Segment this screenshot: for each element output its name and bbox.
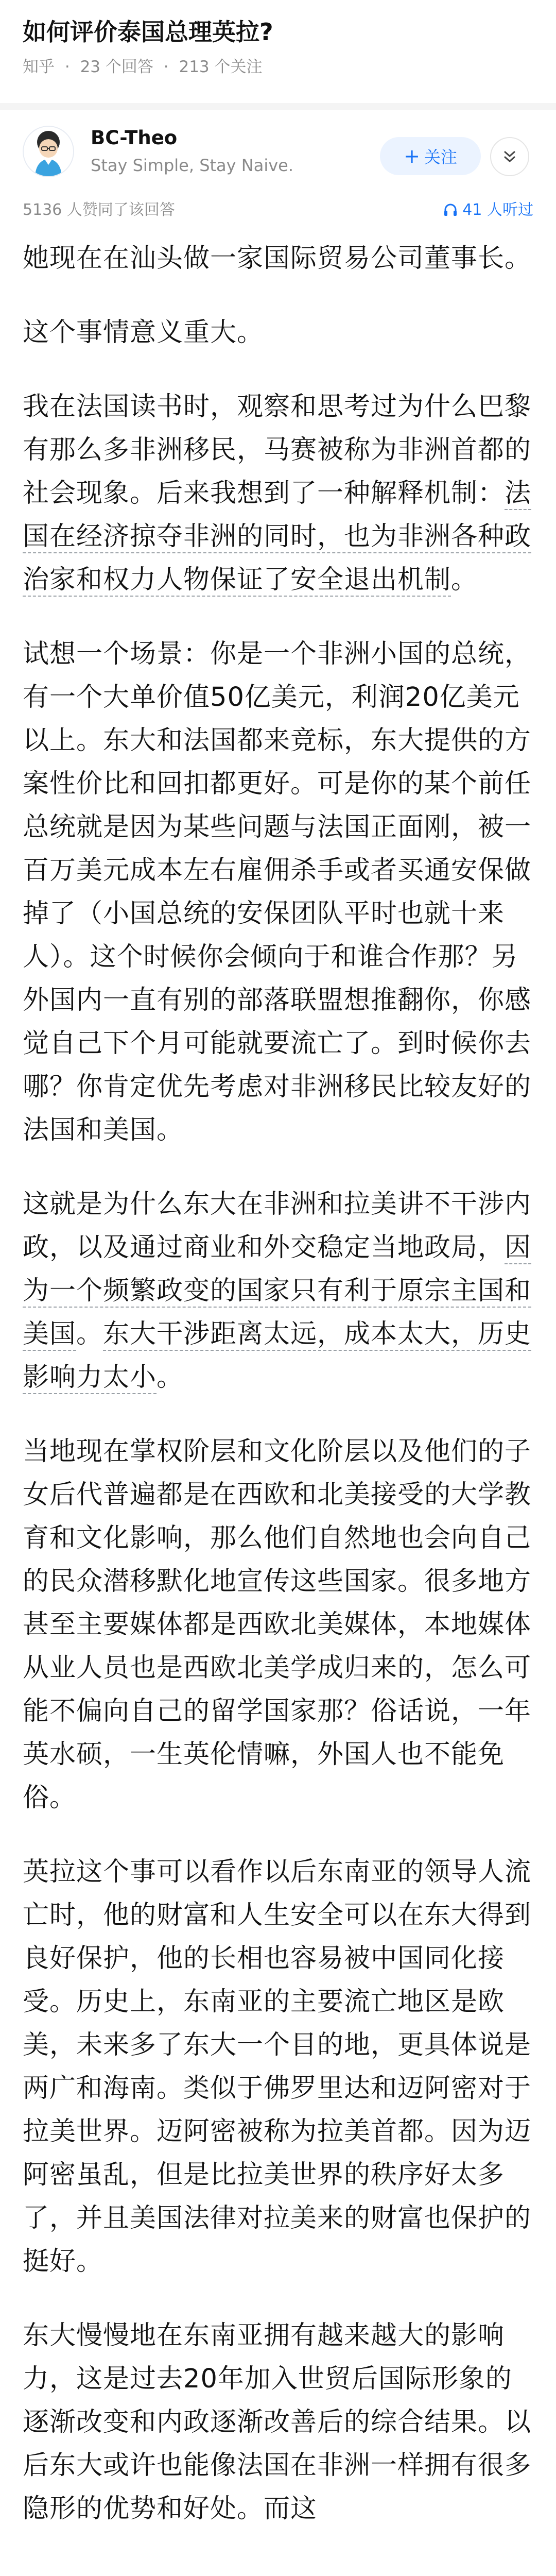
author-name[interactable]: BC-Theo bbox=[91, 127, 178, 149]
paragraph-text: 。 bbox=[76, 1319, 103, 1349]
highlighted-text[interactable]: 因为一个频繁政变的国家只有利于原宗主国和美国 bbox=[23, 1232, 532, 1349]
collapse-button[interactable] bbox=[490, 137, 529, 176]
paragraph-text: 这就是为什么东大在非洲和拉美讲不干涉内政，以及通过商业和外交稳定当地政局， bbox=[23, 1189, 532, 1263]
section-divider bbox=[0, 103, 556, 110]
paragraph-text: 我在法国读书时，观察和思考过为什么巴黎有那么多非洲移民，马赛被称为非洲首都的社会现象。后来我想到了一种解释机制： bbox=[23, 392, 532, 509]
highlighted-text[interactable]: 法国在经济掠夺非洲的同时，也为非洲各种政治家和权力人物保证了安全退出机制 bbox=[23, 478, 532, 595]
separator-dot: · bbox=[163, 58, 169, 76]
plus-icon: + bbox=[404, 145, 420, 167]
answer-paragraph: 英拉这个事可以看作以后东南亚的领导人流亡时，他的财富和人生安全可以在东大得到良好保护，他的长相也容易被中国同化接受。历史上，东南亚的主要流亡地区是欧美，未来多了东大一个目的地，更具体说是两广和海南。类似于佛罗里达和迈阿密对于拉美世界。迈阿密被称为拉美首都。因为迈阿密虽乱，但是比拉美世界的秩序好太多了，并且美国法律对拉美来的财富也保护的挺好。 bbox=[23, 1857, 532, 2277]
question-title[interactable]: 如何评价泰国总理英拉? bbox=[23, 18, 273, 46]
highlighted-text[interactable]: 东大干涉距离太远，成本太大，历史影响力太小 bbox=[23, 1319, 532, 1393]
paragraph-text: 。 bbox=[451, 565, 478, 595]
answer-paragraph: 这个事情意义重大。 bbox=[23, 317, 264, 348]
follow-button-label: 关注 bbox=[424, 147, 457, 167]
answer-stats bbox=[0, 198, 556, 226]
listen-button[interactable] bbox=[443, 200, 533, 221]
answer-count[interactable]: 23 个回答 bbox=[80, 58, 153, 76]
listen-count: 41 人听过 bbox=[462, 201, 533, 219]
follow-button[interactable] bbox=[380, 137, 481, 175]
separator-dot: · bbox=[64, 58, 70, 76]
answer-paragraph: 东大慢慢地在东南亚拥有越来越大的影响力，这是过去20年加入世贸后国际形象的逐渐改变和内政逐渐改善后的综合结果。以后东大或许也能像法国在非洲一样拥有很多隐形的优势和好处。而这 bbox=[23, 2320, 532, 2524]
paragraph-text: 试想一个场景：你是一个非洲小国的总统，有一个大单价值50亿美元，利润20亿美元以上。东大和法国都来竞标，东大提供的方案性价比和回扣都更好。可是你的某个前任总统就是因为某些问题与法国正面刚，被一百万美元成本左右雇佣杀手或者买通安保做掉了 bbox=[23, 639, 532, 929]
answer-paragraph bbox=[23, 1183, 533, 1399]
paragraph-text: 。这个时候你会倾向于和谁合作那？另外国内一直有别的部落联盟想推翻你，你感觉自己下个月可能就要流亡了。到时候你去哪？你肯定优先考虑对非洲移民比较友好的法国和美国。 bbox=[23, 942, 532, 1145]
agree-count: 5136 人赞同了该回答 bbox=[23, 201, 175, 219]
double-chevron-down-icon bbox=[501, 148, 518, 165]
answer-paragraph bbox=[23, 633, 533, 1152]
question-header[interactable] bbox=[0, 0, 556, 103]
answer-paragraph bbox=[23, 385, 533, 602]
author-row bbox=[0, 110, 556, 198]
author-bio: Stay Simple, Stay Naive. bbox=[91, 156, 293, 175]
headphones-icon bbox=[443, 202, 458, 218]
follower-count[interactable]: 213 个关注 bbox=[179, 58, 263, 76]
question-meta bbox=[23, 57, 533, 77]
answer-body bbox=[0, 226, 556, 2531]
avatar[interactable] bbox=[23, 126, 74, 177]
paragraph-text: （小国总统的安保团队平时也就十来人） bbox=[23, 899, 505, 972]
avatar-illustration-icon bbox=[24, 127, 73, 176]
paragraph-text: 。 bbox=[157, 1362, 184, 1393]
source-label: 知乎 bbox=[23, 58, 55, 76]
answer-paragraph: 当地现在掌权阶层和文化阶层以及他们的子女后代普遍都是在西欧和北美接受的大学教育和文化影响，那么他们自然地也会向自己的民众潜移默化地宣传这些国家。很多地方甚至主要媒体都是西欧北美媒体，本地媒体从业人员也是西欧北美学成归来的，怎么可能不偏向自己的留学国家那？俗话说，一年英水硕，一生英伦情嘛，外国人也不能免俗。 bbox=[23, 1436, 532, 1813]
answer-paragraph: 她现在在汕头做一家国际贸易公司董事长。 bbox=[23, 243, 532, 274]
